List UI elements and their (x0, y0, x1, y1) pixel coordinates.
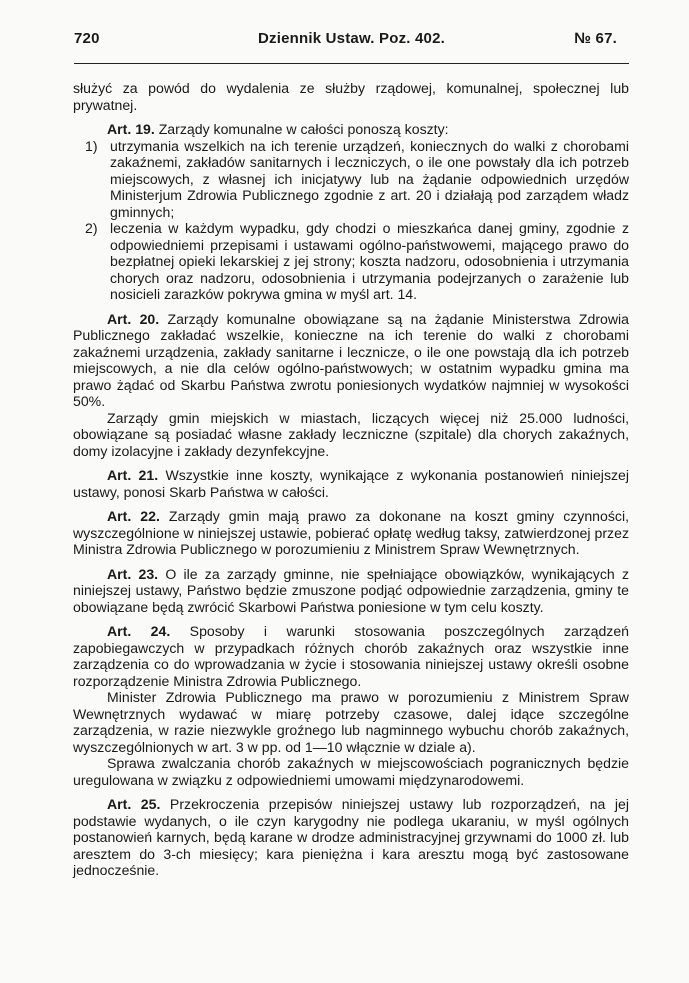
continuation-paragraph: służyć za powód do wydalenia ze służby rządowej, komunalnej, społecznej lub prywatnej. (73, 80, 629, 113)
article-20 (73, 311, 629, 460)
page-number: 720 (74, 30, 100, 47)
article-label: Art. 21. (107, 467, 159, 483)
article-text: Wszystkie inne koszty, wynikające z wykonania postanowień niniejszej ustawy, ponosi Skarb Państwa w całości. (73, 467, 630, 500)
article-text: Zarządy komunalne w całości ponoszą koszty: (158, 121, 449, 137)
article-text: Zarządy komunalne obowiązane są na żądanie Ministerstwa Zdrowia Publicznego zakładać wszelkie, konieczne na ich terenie do walki z chorobami zakaźnemi urządzenia, zakłady sanitarne i lecznicze, o ile one powstają dla ich potrzeb miejscowych, a nie dla celów ogólno-państwowych; w ostatnim wypadku gmina ma prawo żądać od Skarbu Państwa zwrotu poniesionych wydatków najmniej w wysokości 50%. (73, 310, 629, 409)
article-label: Art. 24. (107, 623, 171, 639)
header-rule (74, 63, 629, 64)
issue-number: № 67. (574, 30, 617, 47)
article-21 (73, 467, 629, 500)
article-label: Art. 19. (107, 121, 155, 137)
article-label: Art. 22. (107, 508, 160, 524)
list-item-text: leczenia w każdym wypadku, gdy chodzi o mieszkańca danej gminy, zgodnie z odpowiedniemi przepisami i ustawami ogólno-państwowemi, mającego prawo do bezpłatnej opieki lekarskiej z jej strony; koszta nadzoru, odosobnienia i utrzymania chorych oraz nadzoru, odosobnienia i utrzymania podejrzanych o zarażenie lub nosicieli zarazków pokrywa gmina w myśl art. 14. (110, 220, 629, 302)
list-item-text: utrzymania wszelkich na ich terenie urządzeń, koniecznych do walki z chorobami zakaźnemi, zakładów sanitarnych i leczniczych, o ile one powstały dla ich potrzeb miejscowych, z własnej ich inicjatywy lub na żądanie odpowiednich urzędów Ministerjum Zdrowia Publicznego zgodnie z art. 20 i działają pod zarządem władz gminnych; (110, 137, 629, 220)
article-text: O ile za zarządy gminne, nie spełniające obowiązków, wynikających z niniejszej ustawy, Państwo będzie zmuszone podjąć odpowiednie zarządzenia, gminy te obowiązane będą zwrócić Skarbowi Państwa poniesione w tym celu koszty. (73, 565, 629, 615)
article-24 (73, 623, 629, 788)
article-paragraph: Minister Zdrowia Publicznego ma prawo w porozumieniu z Ministrem Spraw Wewnętrznych wydawać w miarę potrzeby czasowe, dalej idące szczególne zarządzenia, w razie niezwykle groźnego lub nagminnego wybuchu chorób zakaźnych, wyszczególnionych w art. 3 w pp. od 1—10 włącznie w dziale a). (73, 689, 629, 755)
page-header (74, 30, 629, 52)
article-19 (73, 121, 629, 303)
document-body (73, 80, 629, 879)
article-text: Zarządy gmin mają prawo za dokonane na koszt gminy czynności, wyszczególnione w niniejszej ustawie, pobierać opłatę według taksy, zatwierdzonej przez Ministra Zdrowia Publicznego w porozumieniu z Ministrem Spraw Wewnętrznych. (73, 508, 629, 557)
article-text: Przekroczenia przepisów niniejszej ustawy lub rozporządzeń, na jej podstawie wydanych, o ile czyn karygodny nie podlega ukaraniu, w myśl ogólnych postanowień karnych, będą karane w drodze administracyjnej grzywnami do 1000 zł. lub aresztem do 3-ch miesięcy; kara pieniężna i kara aresztu mogą być zastosowane jednocześnie. (73, 796, 630, 878)
article-text: Sposoby i warunki stosowania poszczególnych zarządzeń zapobiegawczych w przypadkach różnych chorób zakaźnych oraz wszystkie inne zarządzenia co do wprowadzania w życie i stosowania niniejszej ustawy określi osobne rozporządzenie Ministra Zdrowia Publicznego. (73, 623, 630, 689)
article-paragraph: Zarządy gmin miejskich w miastach, liczących więcej niż 25.000 ludności, obowiązane są posiadać własne zakłady leczniczne (szpitale) dla chorych zakaźnych, domy izolacyjne i zakłady dezynfekcyjne. (73, 409, 629, 459)
journal-title: Dziennik Ustaw. Poz. 402. (258, 30, 445, 47)
list-item-number: 1) (85, 137, 98, 154)
list-item (73, 220, 629, 303)
list-item (73, 138, 629, 221)
article-label: Art. 20. (107, 310, 160, 327)
list-item-number: 2) (85, 220, 98, 236)
article-label: Art. 25. (107, 796, 161, 812)
article-25 (73, 796, 629, 879)
article-22 (73, 508, 629, 558)
article-23 (73, 566, 629, 616)
article-label: Art. 23. (107, 565, 159, 582)
article-paragraph: Sprawa zwalczania chorób zakaźnych w miejscowościach pogranicznych będzie uregulowana w związku z odpowiedniemi umowami międzynarodowemi. (73, 755, 629, 788)
